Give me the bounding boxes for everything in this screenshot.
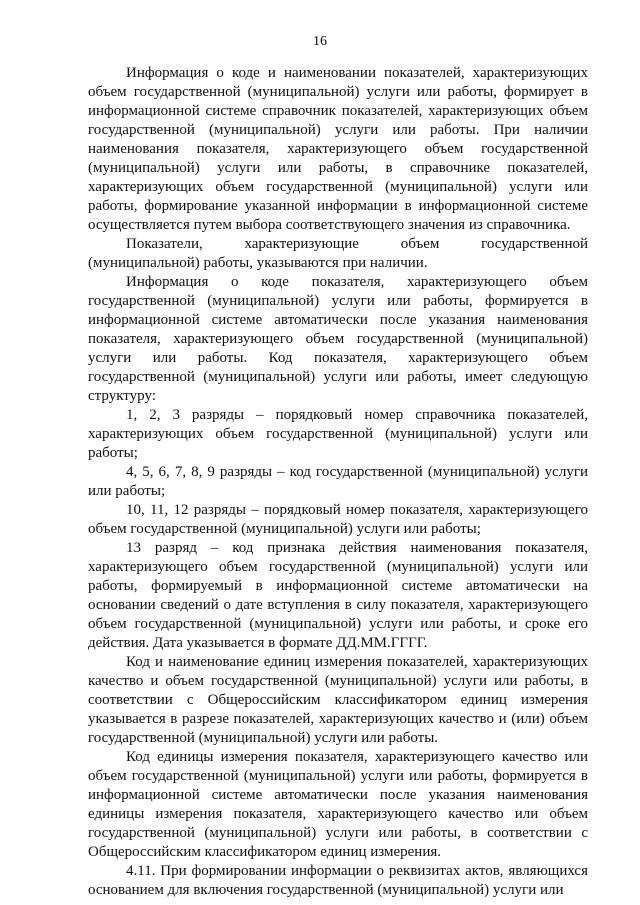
paragraph-section-4-11: 4.11. При формировании информации о реквизитах актов, являющихся основанием для включения государственной (муниципальной) услуги или xyxy=(88,863,588,898)
paragraph-digits-1-3: 1, 2, 3 разряды – порядковый номер справочника показателей, характеризующих объем государственной (муниципальной) услуги или работы; xyxy=(88,407,588,461)
document-body xyxy=(88,64,589,900)
paragraph-measurement-units: Код и наименование единиц измерения показателей, характеризующих качество и объем государственной (муниципальной) услуги или работы, в соответствии с Общероссийским классификатором единиц измерения указывается в разрезе показателей, характеризующих качество и (или) объем государственной (муниципальной) услуги или работы. xyxy=(88,654,588,746)
paragraph-digits-4-9: 4, 5, 6, 7, 8, 9 разряды – код государственной (муниципальной) услуги или работы; xyxy=(88,464,588,499)
paragraph-work-indicators: Показатели, характеризующие объем государственной (муниципальной) работы, указываются при наличии. xyxy=(88,236,588,271)
page-number: 16 xyxy=(313,34,327,49)
paragraph-measurement-unit-code: Код единицы измерения показателя, характеризующего качество или объем государственной (муниципальной) услуги или работы, формируется в информационной системе автоматически после указания наименования единицы измерения показателя, характеризующего качество или объем государственной (муниципальной) услуги или работы, в соответствии с Общероссийским классификатором единиц измерения. xyxy=(88,749,588,860)
paragraph-indicator-directory: Информация о коде и наименовании показателей, характеризующих объем государственной (муниципальной) услуги или работы, формирует в информационной системе справочник показателей, характеризующих объем государственной (муниципальной) услуги или работы. При наличии наименования показателя, характеризующего объем государственной (муниципальной) услуги или работы, в справочнике показателей, характеризующих объем государственной (муниципальной) услуги или работы, формирование указанной информации в информационной системе осуществляется путем выбора соответствующего значения из справочника. xyxy=(88,65,588,233)
paragraph-digits-10-12: 10, 11, 12 разряды – порядковый номер показателя, характеризующего объем государственной (муниципальной) услуги или работы; xyxy=(88,502,588,537)
paragraph-digit-13: 13 разряд – код признака действия наименования показателя, характеризующего объем государственной (муниципальной) услуги или работы, формируемый в информационной системе автоматически на основании сведений о дате вступления в силу показателя, характеризующего объем государственной (муниципальной) услуги или работы, и сроке его действия. Дата указывается в формате ДД.ММ.ГГГГ. xyxy=(88,540,588,651)
paragraph-indicator-code-structure: Информация о коде показателя, характеризующего объем государственной (муниципальной) услуги или работы, формируется в информационной системе автоматически после указания наименования показателя, характеризующего объем государственной (муниципальной) услуги или работы. Код показателя, характеризующего объем государственной (муниципальной) услуги или работы, имеет следующую структуру: xyxy=(88,274,588,404)
